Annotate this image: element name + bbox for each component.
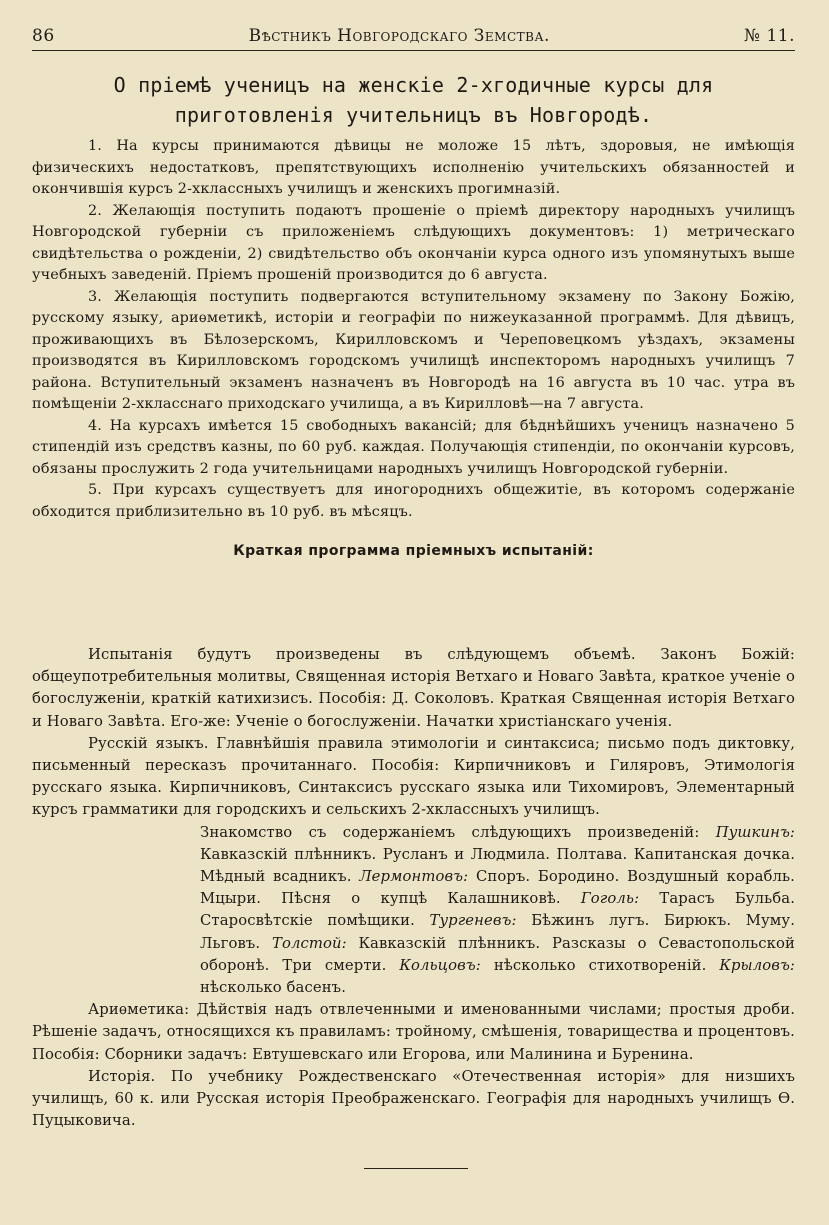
works-lermontov: Споръ. Бородино. Воздушный корабль. Мцыри. Пѣсня о купцѣ Калашниковѣ. [200,868,795,908]
issue-number: № 11. [743,26,795,46]
author-turgenev: Тургеневъ: [429,912,532,930]
running-header [32,20,795,51]
paragraph-2: 2. Желающія поступить подаютъ прошеніе о пріемѣ директору народныхъ училищъ Новгородской губерніи съ приложеніемъ слѣдующихъ документовъ: 1) метрическаго свидѣтельства о рожденіи, 2) свидѣтельство объ окончаніи курса одного изъ упомянутыхъ выше учебныхъ заведеній. Пріемъ прошеній производится до 6 августа. [32,202,795,283]
author-tolstoy: Толстой: [271,934,359,952]
page-number: 86 [32,26,55,46]
author-pushkin: Пушкинъ: [715,823,795,841]
works-pushkin: Кавказскій плѣнникъ. Русланъ и Людмила. Полтава. Капитанская дочка. Мѣдный всадникъ. [200,845,795,886]
paragraph-3: 3. Желающія поступить подвергаются вступительному экзамену по Закону Божію, русскому языку, ариѳметикѣ, исторіи и географіи по нижеуказанной программѣ. Для дѣвицъ, проживающихъ въ Бѣлозерскомъ, Кирилловскомъ и Череповецкомъ уѣздахъ, экзамены производятся въ Кирилловскомъ городскомъ училищѣ инспекторомъ народныхъ училищъ 7 района. Вступительный экзаменъ назначенъ въ Новгородѣ на 16 августа въ 10 час. утра въ помѣщеніи 2-хкласснаго приходскаго училища, а въ Кирилловѣ—на 7 августа. [32,288,795,412]
author-krylov: Крыловъ: [719,956,795,974]
closing-rule [364,1168,468,1169]
works-gogol: Тарасъ Бульба. Старосвѣтскіе помѣщики. [200,890,796,930]
program-arithmetic: Ариѳметика: Дѣйствія надъ отвлеченными и именованными числами; простыя дроби. Рѣшеніе задачъ, относящихся къ правиламъ: тройному, смѣшенія, товарищества и процентовъ. Пособія: Сборники задачъ: Евтушевскаго или Егорова, или Малинина и Буренина. [32,1001,795,1063]
program-history: Исторія. По учебнику Рождественскаго «Отечественная исторія» для низшихъ училищъ, 60 к. или Русская исторія Преображенскаго. Географія для народныхъ училищъ Ѳ. Пуцыковича. [32,1067,795,1130]
works-koltsov: нѣсколько стихотвореній. [493,956,720,974]
author-gogol: Гоголь: [580,890,660,908]
journal-title: Вѣстникъ Новгородскаго Земства. [248,26,550,46]
program-body [32,644,795,1132]
program-subheading: Краткая программа пріемныхъ испытаній: [233,543,594,559]
works-turgenev: Бѣжинъ лугъ. Бирюкъ. Муму. Льговъ. [200,912,795,952]
works-krylov: нѣсколько басенъ. [200,979,346,997]
program-religion: Испытанія будутъ произведены въ слѣдующемъ объемѣ. Законъ Божій: общеупотребительныя молитвы, Священная исторія Ветхаго и Новаго Завѣта, краткое ученіе о богослуженіи, краткій катихизисъ. Пособія: Д. Соколовъ. Краткая Священная исторія Ветхаго и Новаго Завѣта. Его-же: Ученіе о богослуженіи. Начатки христіанскаго ученія. [32,646,795,730]
program-russian: Русскій языкъ. Главнѣйшія правила этимологіи и синтаксиса; письмо подъ диктовку, письменный пересказъ прочитаннаго. Пособія: Кирпичниковъ и Гиляровъ, Этимологія русскаго языка. Кирпичниковъ, Синтаксисъ русскаго языка или Тихомировъ, Элементарный курсъ грамматики для городскихъ и сельскихъ 2-хклассныхъ училищъ. [32,734,795,819]
literature-intro: Знакомство съ содержаніемъ слѣдующихъ произведеній: [200,823,716,841]
paragraph-1: 1. На курсы принимаются дѣвицы не моложе 15 лѣтъ, здоровыя, не имѣющія физическихъ недостатковъ, препятствующихъ исполненію учительскихъ обязанностей и окончившія курсъ 2-хклассныхъ училищъ и женскихъ прогимназій. [32,138,795,197]
paragraph-5: 5. При курсахъ существуетъ для иногороднихъ общежитіе, въ которомъ содержаніе обходится приблизительно въ 10 руб. въ мѣсяцъ. [32,482,795,520]
author-lermontov: Лермонтовъ: [359,868,476,886]
program-literature [200,822,795,1000]
author-koltsov: Кольцовъ: [399,956,494,974]
article-body [32,136,795,573]
article-title: О пріемѣ ученицъ на женскіе 2-хгодичные курсы для приготовленія учительницъ въ Новгородѣ. [113,73,714,127]
paragraph-4: 4. На курсахъ имѣется 15 свободныхъ вакансій; для бѣднѣйшихъ ученицъ назначено 5 стипендій изъ средствъ казны, по 60 руб. каждая. Получающія стипендіи, по окончаніи курсовъ, обязаны прослужить 2 года учительницами народныхъ училищъ Новгородской губерніи. [32,417,795,477]
works-tolstoy: Кавказскій плѣнникъ. Разсказы о Севастопольской оборонѣ. Три смерти. [200,934,795,974]
